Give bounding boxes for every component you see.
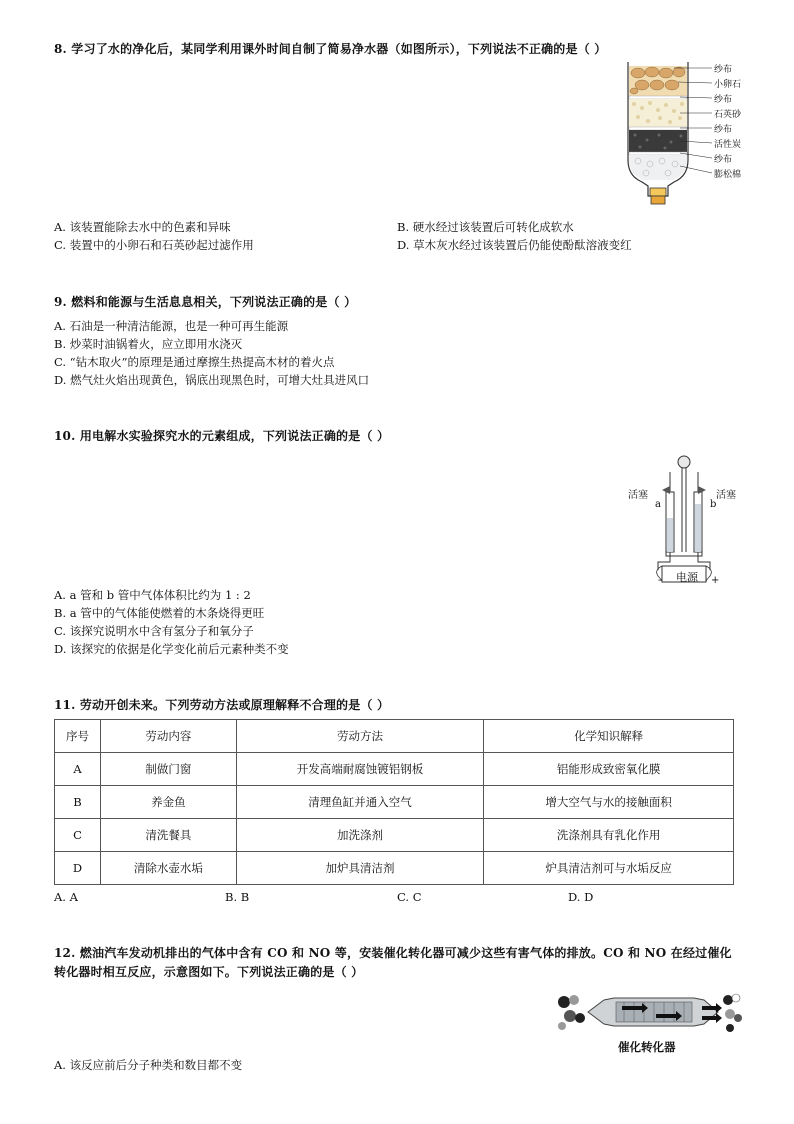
table-row	[55, 753, 734, 786]
table-header-row	[55, 720, 734, 753]
table-row	[55, 786, 734, 819]
table-cell: B	[55, 786, 101, 819]
table-header-cell: 劳动内容	[100, 720, 236, 753]
figure-label-pebbles: 小卵石	[714, 80, 742, 90]
table-cell: A	[55, 753, 101, 786]
table-cell: 养金鱼	[100, 786, 236, 819]
electrolysis-apparatus-figure	[628, 452, 738, 584]
table-row	[55, 819, 734, 852]
q10-option-d: D. 该探究的依据是化学变化前后元素种类不变	[54, 642, 289, 656]
positive-terminal-label: +	[711, 575, 720, 586]
negative-terminal-label: -	[658, 575, 662, 586]
q11-option-b: B. B	[225, 890, 250, 904]
q10-option-a: A. a 管和 b 管中气体体积比约为 1 : 2	[54, 588, 251, 602]
q10-option-c: C. 该探究说明水中含有氢分子和氧分子	[54, 624, 254, 638]
q9-option-d: D. 燃气灶火焰出现黄色，锅底出现黑色时，可增大灶具进风口	[54, 373, 370, 387]
table-cell: D	[55, 852, 101, 885]
valve-label-right: 活塞	[716, 490, 736, 501]
table-header-cell: 化学知识解释	[484, 720, 734, 753]
q8-option-a: A. 该装置能除去水中的色素和异味	[54, 220, 231, 234]
table-cell: 加炉具清洁剂	[236, 852, 484, 885]
figure-label-cotton: 膨松棉	[714, 170, 742, 180]
question-12-title-line-1: 12. 燃油汽车发动机排出的气体中含有 CO 和 NO 等，安装催化转化器可减少这些有害气体的排放。CO 和 NO 在经过催化	[54, 946, 732, 960]
table-cell: 增大空气与水的接触面积	[484, 786, 734, 819]
figure-label-gauze-4: 纱布	[714, 155, 733, 165]
labor-methods-table	[54, 719, 734, 885]
question-8-title: 8. 学习了水的净化后，某同学利用课外时间自制了简易净水器（如图所示），下列说法不正确的是（ ）	[54, 42, 607, 56]
figure-label-activated-carbon: 活性炭	[714, 140, 742, 150]
power-supply-label: 电源	[676, 571, 698, 584]
q9-option-a: A. 石油是一种清洁能源，也是一种可再生能源	[54, 319, 289, 333]
figure-label-quartz-sand: 石英砂	[714, 110, 742, 120]
table-header-cell: 劳动方法	[236, 720, 484, 753]
table-row	[55, 852, 734, 885]
q8-option-c: C. 装置中的小卵石和石英砂起过滤作用	[54, 238, 254, 252]
figure-label-gauze-1: 纱布	[714, 65, 733, 75]
q11-option-a: A. A	[54, 890, 78, 904]
figure-label-gauze-3: 纱布	[714, 125, 733, 135]
q8-option-b: B. 硬水经过该装置后可转化成软水	[397, 220, 574, 234]
tube-b-label: b	[710, 499, 717, 510]
table-cell: 洗涤剂具有乳化作用	[484, 819, 734, 852]
table-cell: 清洗餐具	[100, 819, 236, 852]
q12-option-a: A. 该反应前后分子种类和数目都不变	[54, 1058, 243, 1072]
table-cell: 制做门窗	[100, 753, 236, 786]
q9-option-b: B. 炒菜时油锅着火，应立即用水浇灭	[54, 337, 243, 351]
table-cell: 清理鱼缸并通入空气	[236, 786, 484, 819]
valve-label-left: 活塞	[628, 490, 648, 501]
q10-option-b: B. a 管中的气体能使燃着的木条烧得更旺	[54, 606, 265, 620]
q11-option-c: C. C	[397, 890, 422, 904]
catalytic-converter-figure	[552, 990, 742, 1034]
question-12-title-line-2: 转化器时相互反应，示意图如下。下列说法正确的是（ ）	[54, 965, 364, 979]
table-cell: 加洗涤剂	[236, 819, 484, 852]
tube-a-label: a	[655, 499, 661, 510]
table-header-cell: 序号	[55, 720, 101, 753]
table-cell: 开发高端耐腐蚀镀铝钢板	[236, 753, 484, 786]
q11-option-d: D. D	[568, 890, 594, 904]
q9-option-c: C. “钻木取火”的原理是通过摩擦生热提高木材的着火点	[54, 355, 335, 369]
table-cell: 炉具清洁剂可与水垢反应	[484, 852, 734, 885]
catalytic-converter-caption: 催化转化器	[618, 1040, 676, 1054]
question-9-title: 9. 燃料和能源与生活息息相关，下列说法正确的是（ ）	[54, 295, 357, 309]
figure-label-gauze-2: 纱布	[714, 95, 733, 105]
question-11-title: 11. 劳动开创未来。下列劳动方法或原理解释不合理的是（ ）	[54, 698, 390, 712]
table-cell: 清除水壶水垢	[100, 852, 236, 885]
table-cell: C	[55, 819, 101, 852]
table-cell: 铝能形成致密氧化膜	[484, 753, 734, 786]
q8-option-d: D. 草木灰水经过该装置后仍能使酚酞溶液变红	[397, 238, 632, 252]
question-10-title: 10. 用电解水实验探究水的元素组成，下列说法正确的是（ ）	[54, 429, 390, 443]
